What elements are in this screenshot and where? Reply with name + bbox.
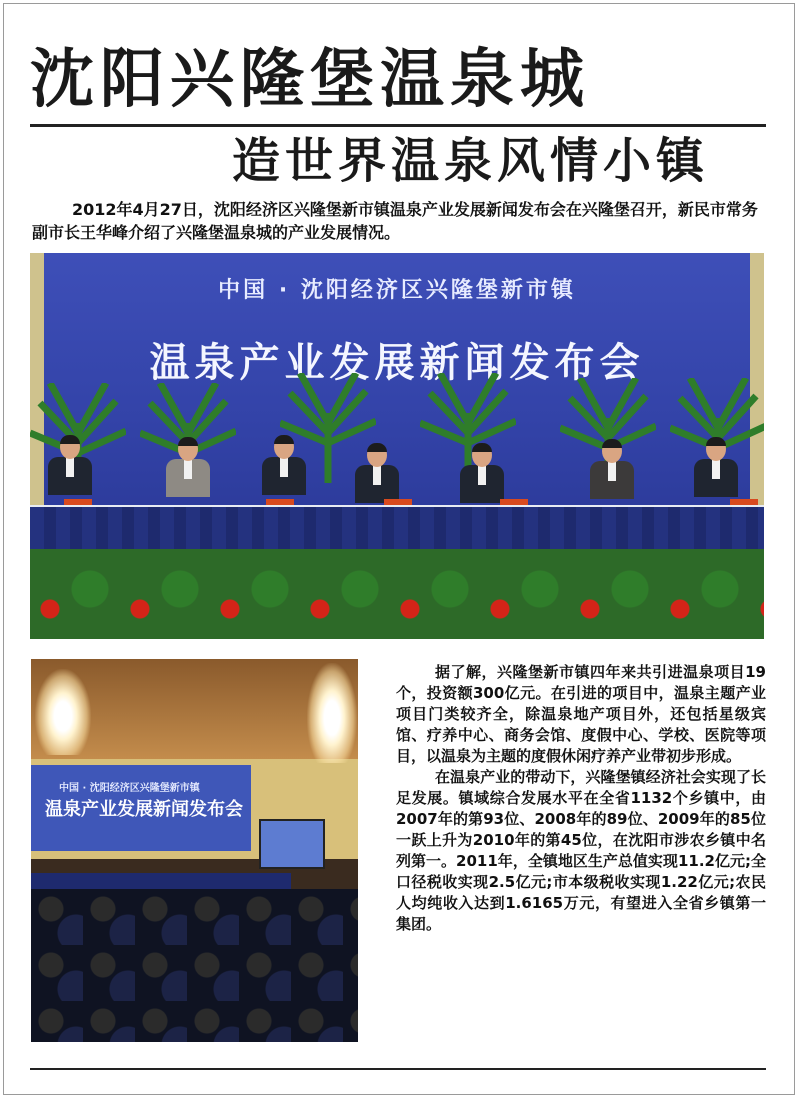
body-paragraph: 在温泉产业的带动下，兴隆堡镇经济社会实现了长足发展。镇域综合发展水平在全省1132个乡镇中，由2007年的第93位、2008年的89位、2009年的85位一跃上升为2010年的第45位，在沈阳市涉农乡镇中名列第一。2011年，全镇地区生产总值实现11.2亿元;全口径税收实现2.5亿元;市本级税收实现1.22亿元;农民人均纯收入达到1.6165万元，有望进入全省乡镇第一集团。 xyxy=(396,768,766,933)
speaker-figure xyxy=(590,439,634,499)
speaker-figure xyxy=(694,437,738,497)
chandelier-icon xyxy=(35,669,91,755)
article-body xyxy=(396,662,766,935)
headline-subtitle: 造世界温泉风情小镇 xyxy=(232,133,710,189)
backdrop-subtitle: 中国 · 沈阳经济区兴隆堡新市镇 xyxy=(218,278,576,303)
audience xyxy=(31,889,358,1042)
backdrop-title: 温泉产业发展新闻发布会 xyxy=(149,340,645,386)
intro-paragraph: 2012年4月27日，沈阳经济区兴隆堡新市镇温泉产业发展新闻发布会在兴隆堡召开，新民市常务副市长王华峰介绍了兴隆堡温泉城的产业发展情况。 xyxy=(32,200,758,242)
speaker-figure xyxy=(355,443,399,503)
press-conference-photo xyxy=(30,253,764,639)
hall-photo xyxy=(31,659,358,1042)
flower-row xyxy=(30,549,764,639)
speaker-figure xyxy=(48,435,92,495)
hall-backdrop-title: 温泉产业发展新闻发布会 xyxy=(45,799,243,820)
headline-title: 沈阳兴隆堡温泉城 xyxy=(30,43,590,117)
title-divider xyxy=(30,124,766,127)
projection-screen xyxy=(259,819,325,869)
body-paragraph: 据了解，兴隆堡新市镇四年来共引进温泉项目19个，投资额300亿元。在引进的项目中，温泉主题产业项目门类较齐全，除温泉地产项目外，还包括星级宾馆、疗养中心、商务会馆、度假中心、学校、医院等项目，以温泉为主题的度假休闲疗养产业带初步形成。 xyxy=(396,663,766,765)
chandelier-icon xyxy=(307,663,357,763)
bottom-divider xyxy=(30,1068,766,1070)
speaker-figure xyxy=(166,437,210,497)
speaker-figure xyxy=(460,443,504,503)
hall-backdrop-subtitle: 中国 · 沈阳经济区兴隆堡新市镇 xyxy=(59,783,200,794)
speaker-figure xyxy=(262,435,306,495)
